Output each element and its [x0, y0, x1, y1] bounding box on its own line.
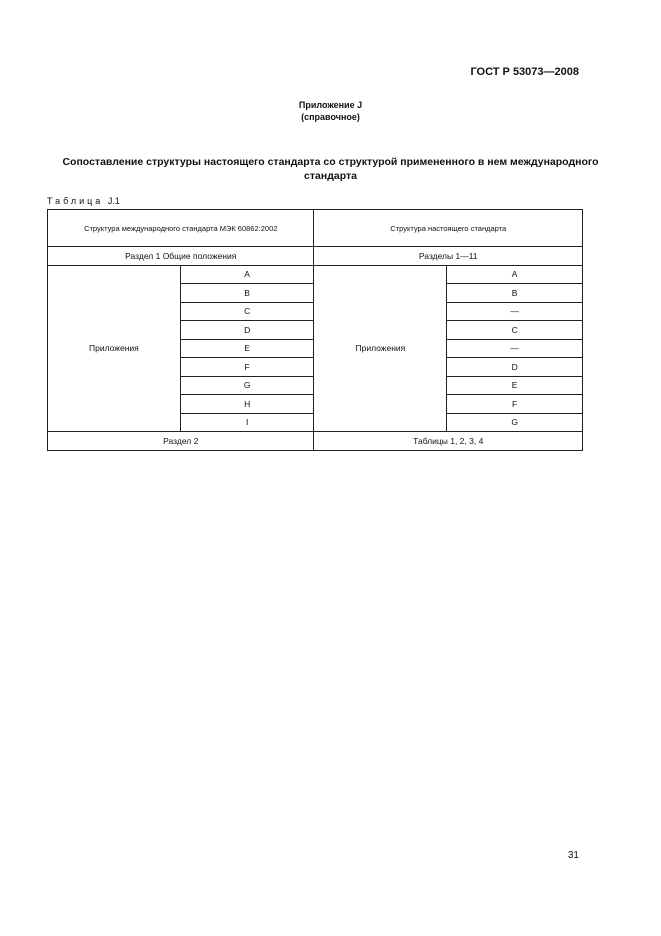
section2-right-cell: Таблицы 1, 2, 3, 4 [314, 432, 583, 451]
annex-left-cell: B [180, 284, 314, 303]
annex-left-cell: H [180, 395, 314, 414]
annex-left-cell: A [180, 265, 314, 284]
table-row [48, 247, 583, 266]
annex-right-cell: E [447, 376, 583, 395]
table-row [48, 265, 583, 284]
comparison-table [47, 209, 583, 451]
document-title: Сопоставление структуры настоящего стандарта со структурой примененного в нем международного стандарта [62, 156, 599, 182]
table-caption-number: J.1 [107, 196, 120, 206]
annex-right-cell: G [447, 413, 583, 432]
annex-label: Приложение J [298, 100, 363, 110]
annex-right-cell: A [447, 265, 583, 284]
section2-left-cell: Раздел 2 [48, 432, 314, 451]
header-international: Структура международного стандарта МЭК 60862:2002 [48, 210, 314, 247]
annex-left-cell: F [180, 358, 314, 377]
annex-right-cell: F [447, 395, 583, 414]
table-caption [47, 196, 120, 206]
table-row [48, 432, 583, 451]
table-caption-word: Таблица [47, 196, 104, 206]
annex-heading [0, 99, 661, 123]
annex-left-cell: G [180, 376, 314, 395]
annex-right-cell: C [447, 321, 583, 340]
annex-right-cell: B [447, 284, 583, 303]
annex-right-cell: D [447, 358, 583, 377]
annex-left-cell: I [180, 413, 314, 432]
section1-left-cell: Раздел 1 Общие положения [48, 247, 314, 266]
annexes-left-label: Приложения [48, 265, 181, 432]
annex-left-cell: C [180, 302, 314, 321]
table-header-row [48, 210, 583, 247]
page-number: 31 [567, 850, 579, 861]
annex-right-cell: — [447, 302, 583, 321]
annex-type: (справочное) [301, 112, 360, 122]
section1-right-cell: Разделы 1—11 [314, 247, 583, 266]
header-national: Структура настоящего стандарта [314, 210, 583, 247]
annexes-right-label: Приложения [314, 265, 447, 432]
annex-right-cell: — [447, 339, 583, 358]
annex-left-cell: E [180, 339, 314, 358]
document-code: ГОСТ Р 53073—2008 [470, 66, 579, 78]
annex-left-cell: D [180, 321, 314, 340]
